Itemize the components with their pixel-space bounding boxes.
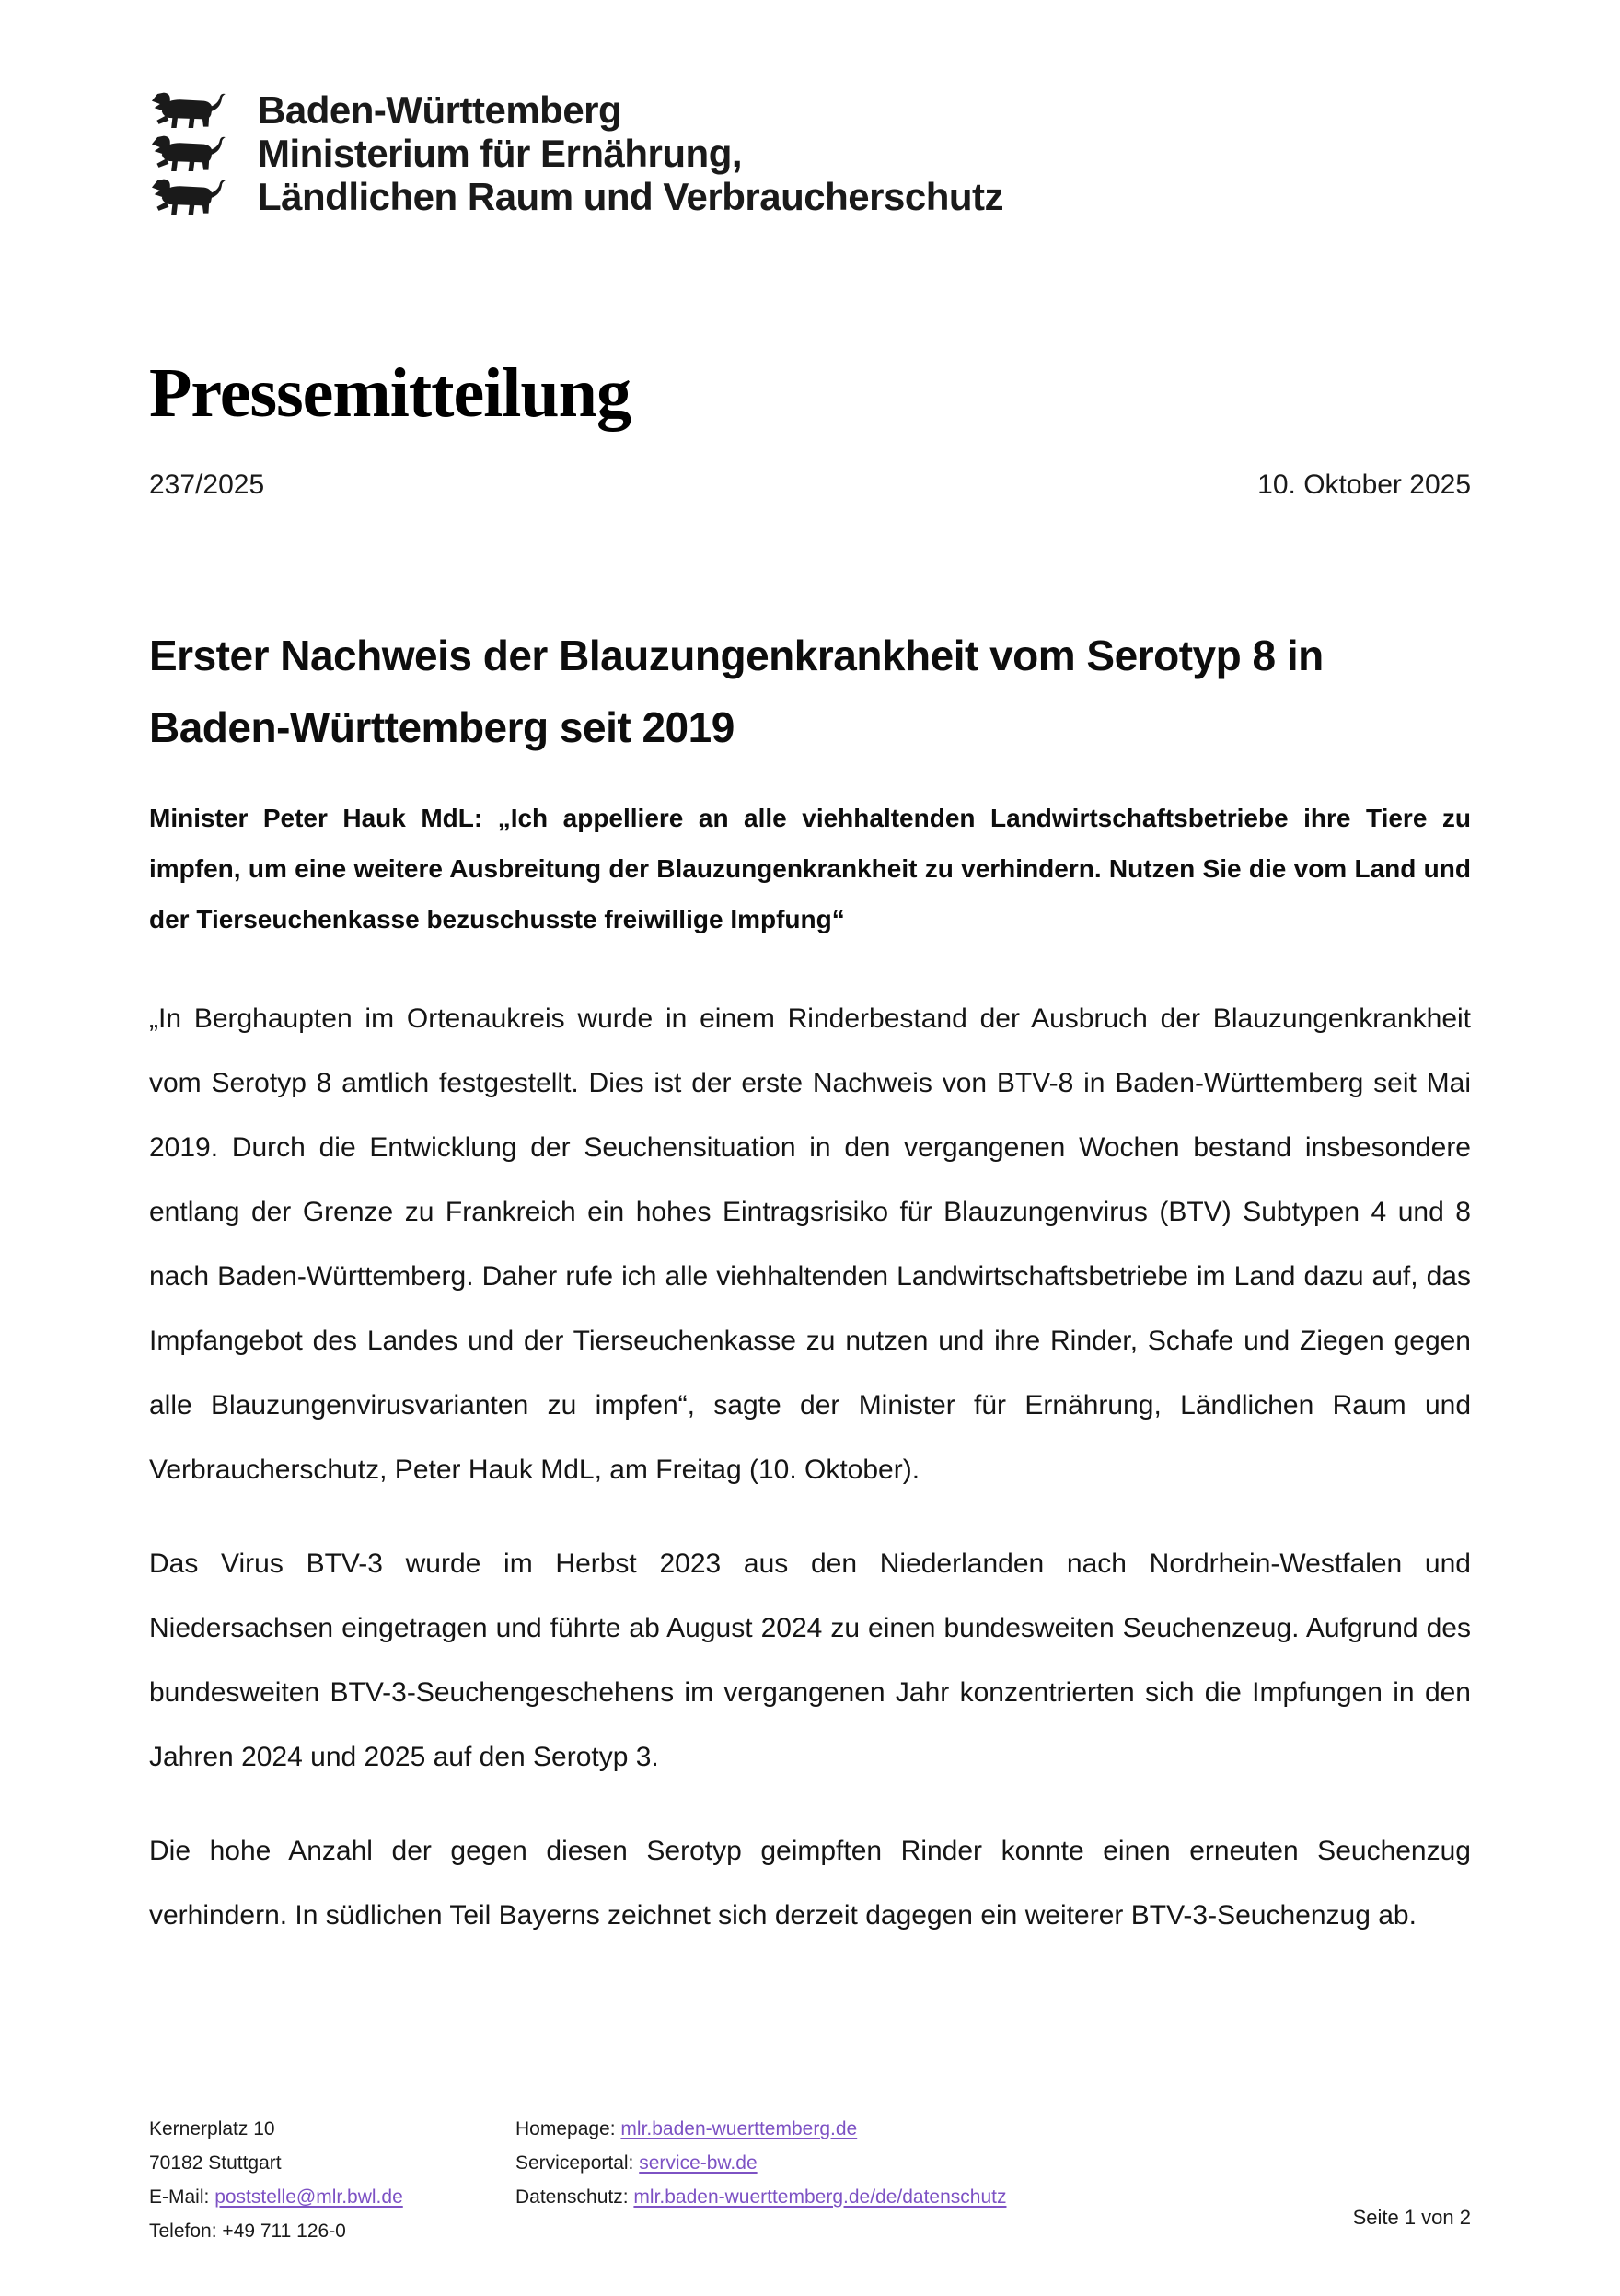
logo-line-ministry-1: Ministerium für Ernährung, bbox=[258, 132, 743, 175]
meta-row bbox=[149, 469, 1471, 502]
bw-lion-icon bbox=[149, 135, 234, 173]
footer-street: Kernerplatz 10 bbox=[149, 2118, 275, 2139]
homepage-link[interactable]: mlr.baden-wuerttemberg.de bbox=[620, 2118, 858, 2139]
footer-homepage-line bbox=[515, 2112, 1471, 2146]
press-release-number: 237/2025 bbox=[149, 470, 265, 500]
email-label: E-Mail: bbox=[149, 2186, 215, 2208]
serviceportal-link[interactable]: service-bw.de bbox=[639, 2152, 758, 2174]
footer-links-column bbox=[515, 2112, 1471, 2248]
ministry-logo bbox=[149, 88, 1471, 218]
bw-lion-icon bbox=[149, 179, 234, 216]
footer-serviceportal-line bbox=[515, 2146, 1471, 2180]
page-footer bbox=[149, 2112, 1471, 2248]
email-link[interactable]: poststelle@mlr.bwl.de bbox=[214, 2186, 403, 2208]
footer-address-column bbox=[149, 2112, 515, 2248]
bw-lion-icon bbox=[149, 92, 234, 130]
coat-of-arms bbox=[149, 88, 234, 216]
footer-datenschutz-line bbox=[515, 2180, 1471, 2214]
paragraph-2: Das Virus BTV-3 wurde im Herbst 2023 aus den Niederlanden nach Nordrhein-Westfalen und Niedersachsen eingetragen und führte ab August 2024 zu einen bundesweiten Seuchenzeug. Aufgrund des bundesweiten BTV-3-Seuchengeschehens im vergangenen Jahr konzentrierten sich die Impfungen in den Jahren 2024 und 2025 auf den Serotyp 3. bbox=[149, 1548, 1471, 1772]
logo-line-state: Baden-Württemberg bbox=[258, 88, 622, 132]
ministry-name bbox=[258, 88, 1003, 218]
homepage-label: Homepage: bbox=[515, 2118, 621, 2139]
footer-columns bbox=[149, 2112, 1471, 2248]
datenschutz-label: Datenschutz: bbox=[515, 2186, 634, 2208]
footer-phone: Telefon: +49 711 126-0 bbox=[149, 2221, 346, 2242]
headline: Erster Nachweis der Blauzungenkrankheit vom Serotyp 8 in Baden-Württemberg seit 2019 bbox=[149, 632, 1324, 751]
subheadline: Minister Peter Hauk MdL: „Ich appelliere an alle viehhaltenden Landwirtschaftsbetriebe ihre Tiere zu impfen, um eine weitere Ausbreitung der Blauzungenkrankheit zu verhindern. Nutzen Sie die vom Land und der Tierseuchenkasse bezuschusste freiwillige Impfung“ bbox=[149, 804, 1471, 933]
logo-line-ministry-2: Ländlichen Raum und Verbraucherschutz bbox=[258, 175, 1003, 218]
footer-city: 70182 Stuttgart bbox=[149, 2152, 282, 2174]
press-release-date: 10. Oktober 2025 bbox=[1257, 470, 1471, 500]
body-text bbox=[149, 987, 1471, 1948]
datenschutz-link[interactable]: mlr.baden-wuerttemberg.de/de/datenschutz bbox=[633, 2186, 1007, 2208]
page-indicator: Seite 1 von 2 bbox=[1352, 2206, 1471, 2229]
footer-email-line bbox=[149, 2180, 515, 2214]
page-title: Pressemitteilung bbox=[149, 354, 631, 432]
paragraph-3: Die hohe Anzahl der gegen diesen Serotyp geimpften Rinder konnte einen erneuten Seuchenzug verhindern. In südlichen Teil Bayerns zeichnet sich derzeit dagegen ein weiterer BTV-3-Seuchenzug ab. bbox=[149, 1836, 1471, 1931]
paragraph-1: „In Berghaupten im Ortenaukreis wurde in einem Rinderbestand der Ausbruch der Blauzungenkrankheit vom Serotyp 8 amtlich festgestellt. Dies ist der erste Nachweis von BTV-8 in Baden-Württemberg seit Mai 2019. Durch die Entwicklung der Seuchensituation in den vergangenen Wochen bestand insbesondere entlang der Grenze zu Frankreich ein hohes Eintragsrisiko für Blauzungenvirus (BTV) Subtypen 4 und 8 nach Baden-Württemberg. Daher rufe ich alle viehhaltenden Landwirtschaftsbetriebe im Land dazu auf, das Impfangebot des Landes und der Tierseuchenkasse zu nutzen und ihre Rinder, Schafe und Ziegen gegen alle Blauzungenvirusvarianten zu impfen“, sagte der Minister für Ernährung, Ländlichen Raum und Verbraucherschutz, Peter Hauk MdL, am Freitag (10. Oktober). bbox=[149, 1003, 1471, 1485]
serviceportal-label: Serviceportal: bbox=[515, 2152, 640, 2174]
